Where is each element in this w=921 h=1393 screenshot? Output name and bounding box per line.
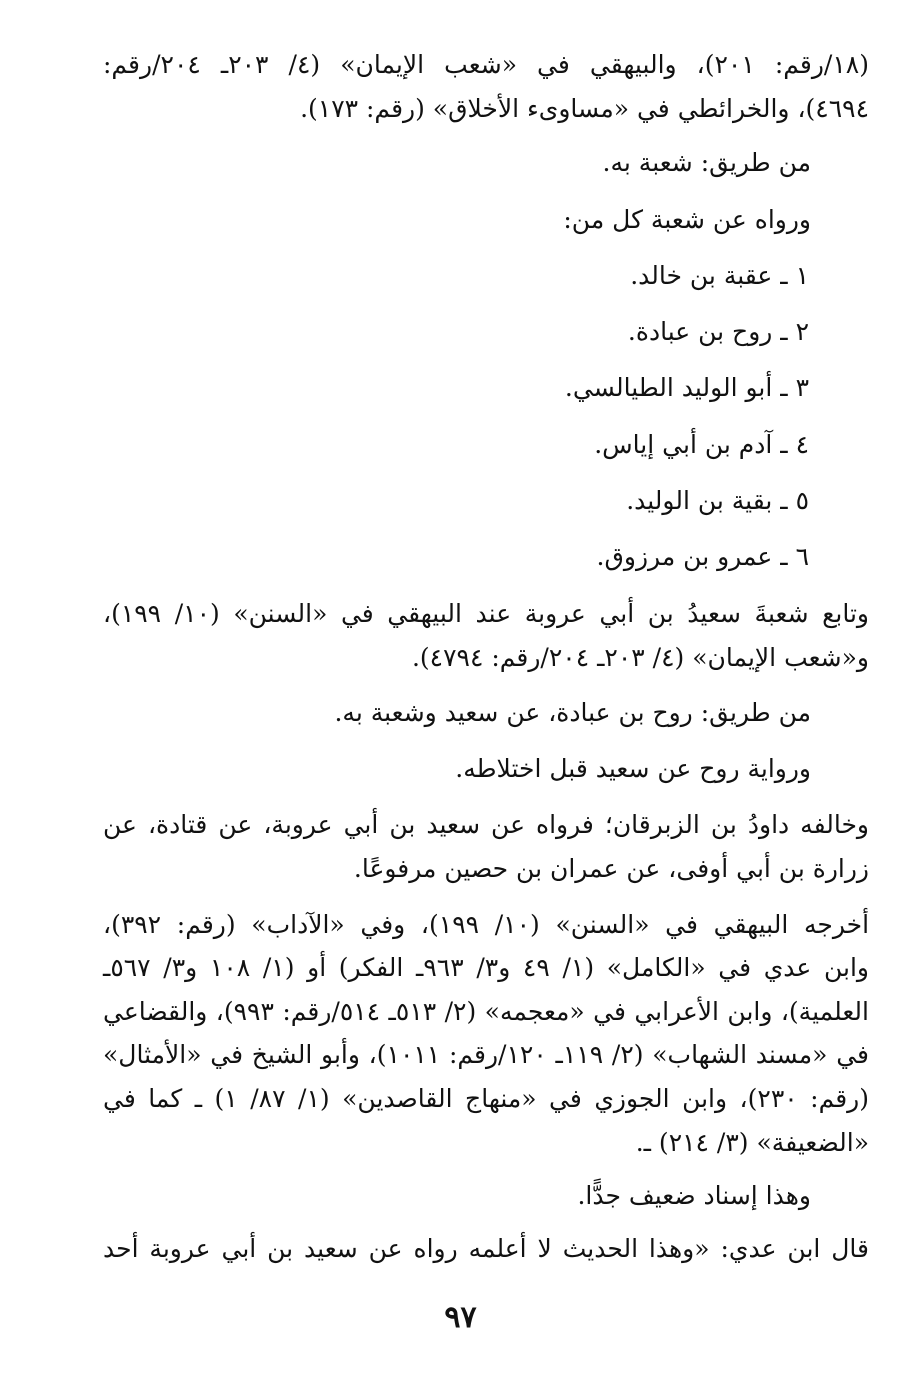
- text-line: في «مسند الشهاب» (٢/ ١١٩ـ ١٢٠/رقم: ١٠١١)، وأبو الشيخ في «الأمثال»: [103, 1040, 869, 1069]
- list-item: ٤ ـ آدم بن أبي إياس.: [594, 430, 809, 459]
- text-line: ٤٦٩٤)، والخرائطي في «مساوىء الأخلاق» (رقم: ١٧٣).: [300, 94, 869, 123]
- text-line: (رقم: ٢٣٠)، وابن الجوزي في «منهاج القاصدين» (١/ ٨٧/ ١) ـ كما في: [103, 1084, 870, 1113]
- list-item: ١ ـ عقبة بن خالد.: [630, 261, 809, 290]
- page-number: ٩٧: [444, 1300, 477, 1335]
- text-line: زرارة بن أبي أوفى، عن عمران بن حصين مرفوعًا.: [353, 854, 869, 883]
- text-line: من طريق: روح بن عبادة، عن سعيد وشعبة به.: [334, 698, 811, 727]
- list-item: ٣ ـ أبو الوليد الطيالسي.: [564, 373, 809, 402]
- list-item: ٢ ـ روح بن عبادة.: [627, 317, 809, 346]
- text-line: ورواه عن شعبة كل من:: [563, 205, 811, 234]
- text-line: العلمية)، وابن الأعرابي في «معجمه» (٢/ ٥١٣ـ ٥١٤/رقم: ٩٩٣)، والقضاعي: [103, 997, 869, 1026]
- list-item: ٦ ـ عمرو بن مرزوق.: [596, 542, 809, 571]
- text-line: وابن عدي في «الكامل» (١/ ٤٩ و٣/ ٩٦٣ـ الفكر) أو (١/ ١٠٨ و٣/ ٥٦٧ـ: [103, 953, 870, 982]
- list-item: ٥ ـ بقية بن الوليد.: [626, 486, 809, 515]
- text-line: أخرجه البيهقي في «السنن» (١٠/ ١٩٩)، وفي «الآداب» (رقم: ٣٩٢)،: [103, 910, 870, 939]
- text-line: من طريق: شعبة به.: [602, 148, 811, 177]
- text-line: وتابع شعبةَ سعيدُ بن أبي عروبة عند البيهقي في «السنن» (١٠/ ١٩٩)،: [103, 599, 870, 628]
- text-line: (١٨/رقم: ٢٠١)، والبيهقي في «شعب الإيمان» (٤/ ٢٠٣ـ ٢٠٤/رقم:: [103, 50, 869, 79]
- text-line: ورواية روح عن سعيد قبل اختلاطه.: [455, 754, 811, 783]
- text-line: وهذا إسناد ضعيف جدًّا.: [577, 1181, 811, 1210]
- text-line: و«شعب الإيمان» (٤/ ٢٠٣ـ ٢٠٤/رقم: ٤٧٩٤).: [411, 643, 869, 672]
- text-line: قال ابن عدي: «وهذا الحديث لا أعلمه رواه عن سعيد بن أبي عروبة أحد: [103, 1234, 869, 1263]
- text-line: «الضعيفة» (٣/ ٢١٤) ـ.: [635, 1128, 869, 1157]
- text-line: وخالفه داودُ بن الزبرقان؛ فرواه عن سعيد بن أبي عروبة، عن قتادة، عن: [103, 810, 869, 839]
